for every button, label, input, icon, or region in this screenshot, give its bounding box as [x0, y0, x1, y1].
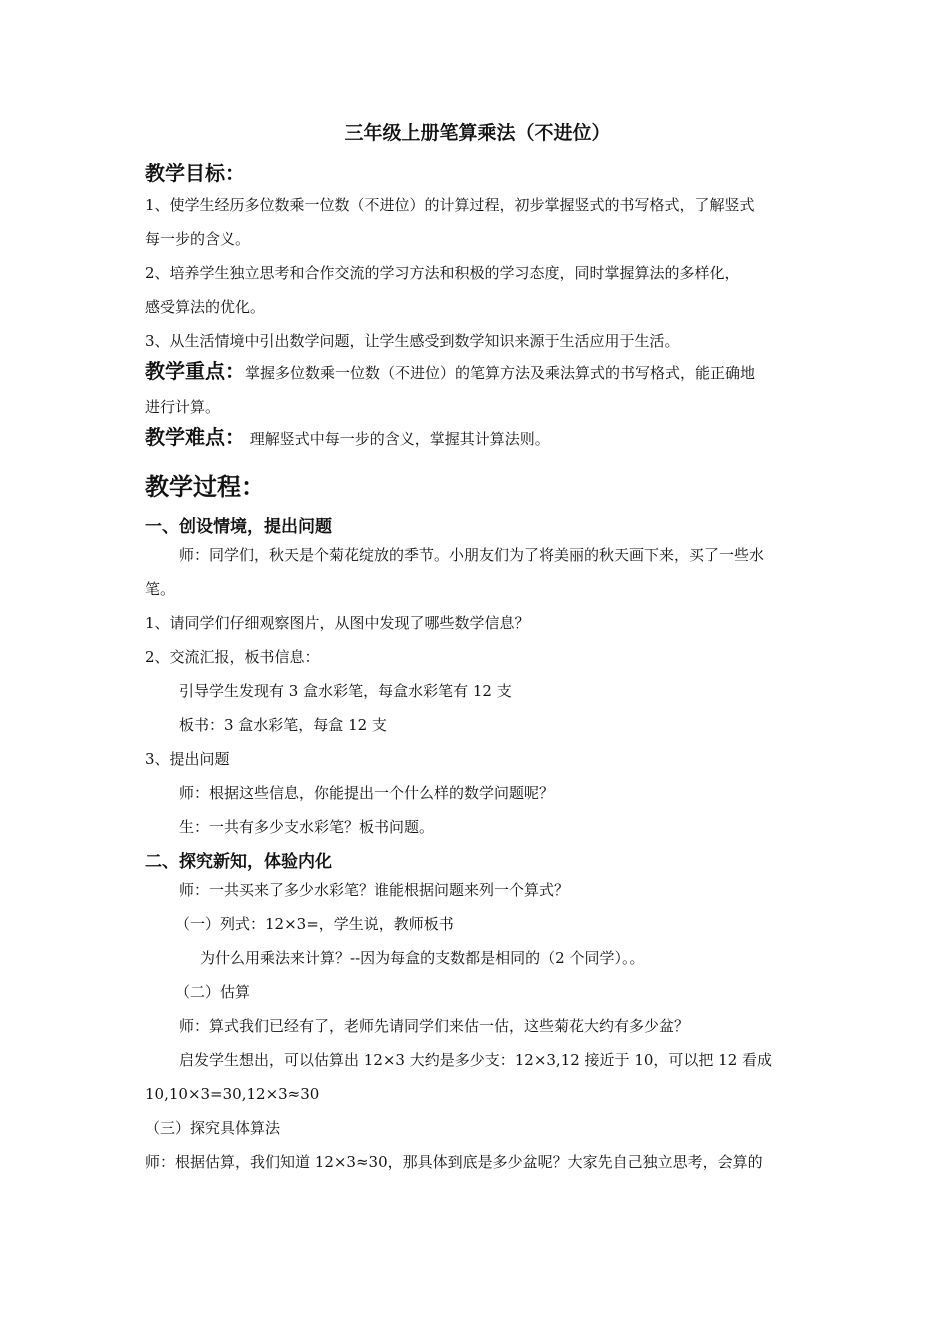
section1-line: 板书：3 盒水彩笔，每盒 12 支 [179, 716, 387, 734]
difficulty-heading: 教学难点： [145, 425, 245, 449]
objective-line: 感受算法的优化。 [145, 298, 266, 316]
key-point-text-continued: 进行计算。 [145, 398, 221, 416]
section1-line: 生：一共有多少支水彩笔？板书问题。 [179, 818, 435, 836]
objective-line: 1、使学生经历多位数乘一位数（不进位）的计算过程，初步掌握竖式的书写格式，了解竖式 [145, 196, 755, 214]
objective-line: 3、从生活情境中引出数学问题，让学生感受到数学知识来源于生活应用于生活。 [145, 332, 680, 350]
section1-heading: 一、创设情境，提出问题 [145, 517, 332, 537]
section2-line: 师：算式我们已经有了，老师先请同学们来估一估，这些菊花大约有多少盆？ [179, 1017, 690, 1035]
section1-line: 1、请同学们仔细观察图片，从图中发现了哪些数学信息？ [145, 614, 530, 632]
section1-line: 笔。 [145, 580, 176, 598]
section1-line: 师：根据这些信息，你能提出一个什么样的数学问题呢？ [179, 784, 555, 802]
key-point-text: 掌握多位数乘一位数（不进位）的笔算方法及乘法算式的书写格式，能正确地 [245, 364, 756, 382]
difficulty-text: 理解竖式中每一步的含义，掌握其计算法则。 [245, 430, 550, 448]
process-heading: 教学过程： [145, 472, 265, 501]
section1-line: 2、交流汇报，板书信息： [145, 648, 320, 666]
difficulty-paragraph [145, 427, 810, 449]
section2-line: 师：根据估算，我们知道 12×3≈30，那具体到底是多少盆呢？大家先自己独立思考，会算的 [145, 1153, 763, 1171]
objective-line: 2、培养学生独立思考和合作交流的学习方法和积极的学习态度，同时掌握算法的多样化， [145, 264, 740, 282]
section2-line: 启发学生想出，可以估算出 12×3 大约是多少支：12×3,12 接近于 10，可以把 12 看成 [179, 1051, 773, 1069]
key-point-paragraph [145, 361, 810, 383]
section2-line: 10,10×3=30,12×3≈30 [145, 1085, 320, 1103]
key-point-heading: 教学重点： [145, 359, 245, 383]
section1-line: 引导学生发现有 3 盒水彩笔，每盒水彩笔有 12 支 [179, 682, 512, 700]
section1-line: 师：同学们，秋天是个菊花绽放的季节。小朋友们为了将美丽的秋天画下来，买了一些水 [179, 546, 765, 564]
objective-line: 每一步的含义。 [145, 230, 251, 248]
page-title: 三年级上册笔算乘法（不进位） [344, 122, 611, 144]
section1-line: 3、提出问题 [145, 750, 230, 768]
section2-line: 为什么用乘法来计算？--因为每盒的支数都是相同的（2 个同学）。。 [200, 949, 645, 967]
objectives-heading: 教学目标： [145, 161, 245, 185]
section2-line: 师：一共买来了多少水彩笔？谁能根据问题来列一个算式？ [179, 881, 570, 899]
section2-heading: 二、探究新知，体验内化 [145, 852, 332, 872]
section2-line: （三）探究具体算法 [145, 1119, 281, 1137]
section2-line: （一）列式：12×3=，学生说，教师板书 [175, 915, 454, 933]
document-page [145, 118, 810, 1172]
section2-line: （二）估算 [175, 983, 251, 1001]
